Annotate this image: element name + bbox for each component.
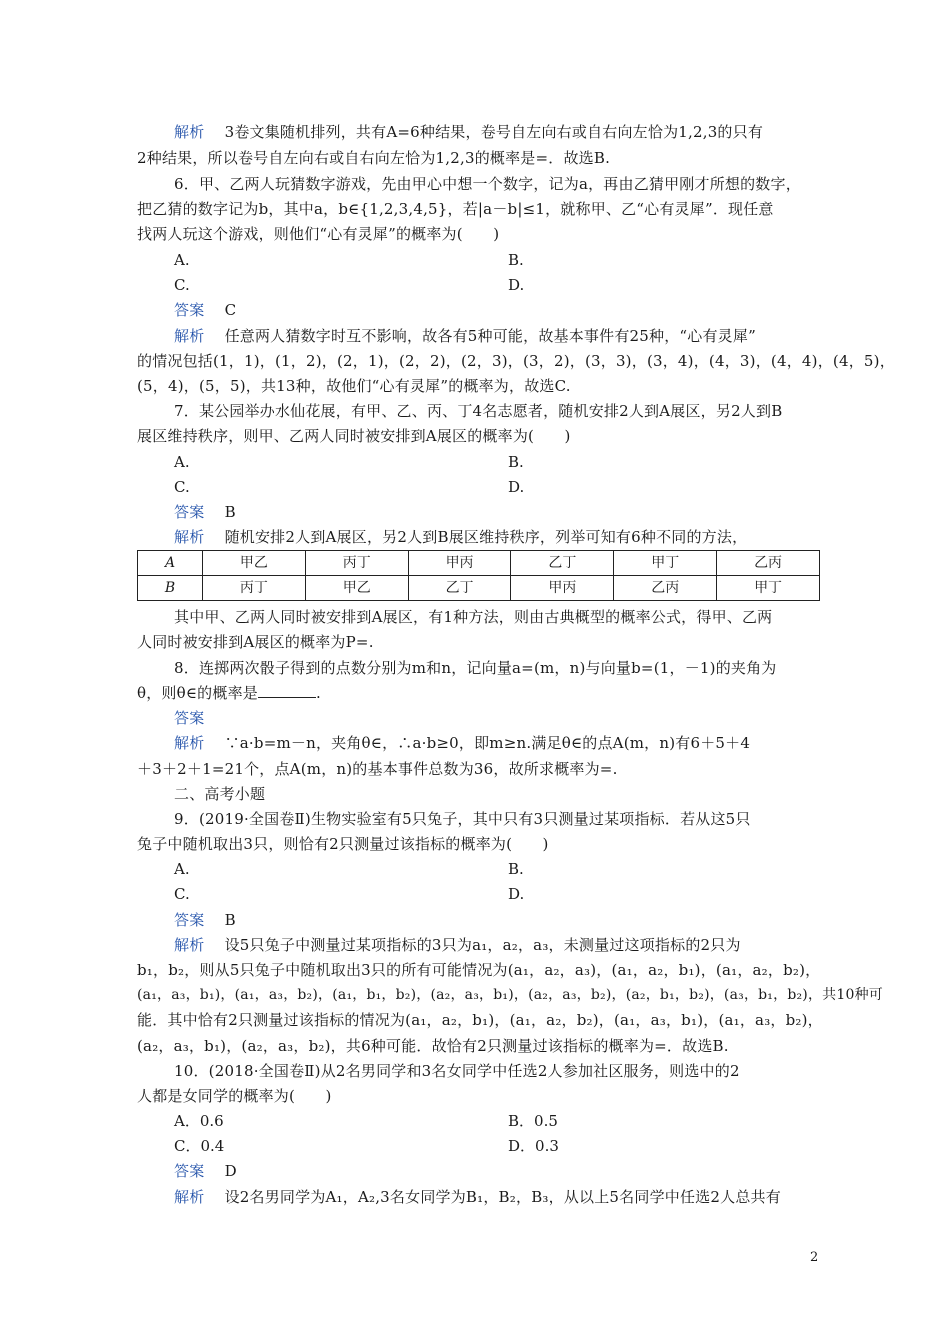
solution-label: 解析 xyxy=(174,528,205,546)
q10-stem-line-2: 人都是女同学的概率为( ) xyxy=(137,1087,332,1105)
answer-label: 答案 xyxy=(174,503,205,521)
solution-text: 随机安排2人到A展区，另2人到B展区维持秩序，列举可知有6种不同的方法， xyxy=(224,528,748,546)
table-row-head: B xyxy=(138,576,203,601)
q7-stem-line-1: 7．某公园举办水仙花展，有甲、乙、丙、丁4名志愿者，随机安排2人到A展区，另2人到B xyxy=(174,402,783,420)
q9-stem-line-1: 9．(2019·全国卷Ⅱ)生物实验室有5只兔子，其中只有3只测量过某项指标．若从这5只 xyxy=(174,810,751,828)
q9-answer xyxy=(174,908,854,933)
q5-solution-line-2: 2种结果，所以卷号自左向右或自右向左恰为1,2,3的概率是=．故选B. xyxy=(137,149,611,167)
table-cell: 乙丁 xyxy=(511,551,614,576)
table-cell: 乙丁 xyxy=(408,576,511,601)
q9-stem-line-2: 兔子中随机取出3只，则恰有2只测量过该指标的概率为( ) xyxy=(137,835,549,853)
q10-option-a: A．0.6 xyxy=(174,1112,224,1130)
table-cell: 甲乙 xyxy=(203,551,306,576)
answer-label: 答案 xyxy=(174,709,205,727)
q6-answer xyxy=(174,298,854,323)
q6-solution-line-1 xyxy=(174,324,854,349)
answer-label: 答案 xyxy=(174,1162,205,1180)
answer-value: B xyxy=(224,911,236,929)
answer-label: 答案 xyxy=(174,301,205,319)
solution-text: 设5只兔子中测量过某项指标的3只为a₁，a₂，a₃，未测量过这项指标的2只为 xyxy=(224,936,741,954)
q7-option-b: B. xyxy=(508,453,524,471)
q7-arrangement-table xyxy=(137,550,820,601)
q7-solution-line-2: 其中甲、乙两人同时被安排到A展区，有1种方法，则由古典概型的概率公式，得甲、乙两 xyxy=(174,608,773,626)
table-cell: 甲乙 xyxy=(305,576,408,601)
q10-option-b: B．0.5 xyxy=(508,1112,558,1130)
table-cell: 乙丙 xyxy=(717,551,820,576)
q7-solution-line-3: 人同时被安排到A展区的概率为P=. xyxy=(137,633,374,651)
section-heading: 二、高考小题 xyxy=(174,785,266,803)
q6-stem-line-2: 把乙猜的数字记为b，其中a，b∈{1,2,3,4,5}，若|a－b|≤1，就称甲、乙“心有灵犀”．现任意 xyxy=(137,200,774,218)
q9-option-c: C. xyxy=(174,885,190,903)
q5-solution-line-1 xyxy=(174,120,854,145)
q10-option-d: D．0.3 xyxy=(508,1137,559,1155)
q7-option-c: C. xyxy=(174,478,190,496)
q9-solution-line-4: 能．其中恰有2只测量过该指标的情况为(a₁，a₂，b₁)，(a₁，a₂，b₂)，(a₁，a₃，b₁)，(a₁，a₃，b₂)， xyxy=(137,1011,823,1029)
q6-stem-line-3: 找两人玩这个游戏，则他们“心有灵犀”的概率为( ) xyxy=(137,225,500,243)
q8-stem-text: θ，则θ∈的概率是 xyxy=(137,684,258,702)
q9-solution-line-2: b₁，b₂，则从5只兔子中随机取出3只的所有可能情况为(a₁，a₂，a₃)，(a₁，a₂，b₁)，(a₁，a₂，b₂)， xyxy=(137,961,821,979)
table-cell: 甲丙 xyxy=(408,551,511,576)
answer-value: D xyxy=(224,1162,237,1180)
table-cell: 甲丙 xyxy=(511,576,614,601)
answer-blank xyxy=(258,683,316,698)
solution-label: 解析 xyxy=(174,123,205,141)
q7-stem-line-2: 展区维持秩序，则甲、乙两人同时被安排到A展区的概率为( ) xyxy=(137,427,571,445)
table-cell: 乙丙 xyxy=(614,576,717,601)
table-cell: 丙丁 xyxy=(203,576,306,601)
solution-text: 3卷文集随机排列，共有A=6种结果，卷号自左向右或自右向左恰为1,2,3的只有 xyxy=(224,123,764,141)
table-row xyxy=(138,576,820,601)
q7-answer xyxy=(174,500,854,525)
q8-solution-line-2: ＋3＋2＋1=21个，点A(m，n)的基本事件总数为36，故所求概率为=. xyxy=(137,760,618,778)
q7-option-a: A. xyxy=(174,453,190,471)
q7-option-d: D. xyxy=(508,478,525,496)
q10-stem-line-1: 10．(2018·全国卷Ⅱ)从2名男同学和3名女同学中任选2人参加社区服务，则选中的2 xyxy=(174,1062,740,1080)
answer-label: 答案 xyxy=(174,911,205,929)
table-row xyxy=(138,551,820,576)
table-cell: 丙丁 xyxy=(305,551,408,576)
answer-value: B xyxy=(224,503,236,521)
q8-answer xyxy=(174,706,854,731)
table-row-head: A xyxy=(138,551,203,576)
q8-stem-line-1: 8．连掷两次骰子得到的点数分别为m和n，记向量a=(m，n)与向量b=(1，－1)的夹角为 xyxy=(174,659,777,677)
q10-answer xyxy=(174,1159,854,1184)
q8-solution-line-1 xyxy=(174,731,854,756)
answer-value: C xyxy=(224,301,237,319)
q6-stem-line-1: 6．甲、乙两人玩猜数字游戏，先由甲心中想一个数字，记为a，再由乙猜甲刚才所想的数字， xyxy=(174,175,801,193)
solution-text: 任意两人猜数字时互不影响，故各有5种可能，故基本事件有25种，“心有灵犀” xyxy=(224,327,756,345)
table-cell: 甲丁 xyxy=(717,576,820,601)
q9-solution-line-3: (a₁，a₃，b₁)，(a₁，a₃，b₂)，(a₁，b₁，b₂)，(a₂，a₃，b₁)，(a₂，a₃，b₂)，(a₂，b₁，b₂)，(a₃，b₁，b₂)，共10种可 xyxy=(137,987,883,1003)
q9-option-d: D. xyxy=(508,885,525,903)
solution-text: 设2名男同学为A₁，A₂,3名女同学为B₁，B₂，B₃，从以上5名同学中任选2人总共有 xyxy=(224,1188,781,1206)
solution-label: 解析 xyxy=(174,734,205,752)
q9-solution-line-5: (a₂，a₃，b₁)，(a₂，a₃，b₂)，共6种可能．故恰有2只测量过该指标的概率为=．故选B. xyxy=(137,1037,729,1055)
q10-option-c: C．0.4 xyxy=(174,1137,225,1155)
q6-solution-line-2: 的情况包括(1，1)，(1，2)，(2，1)，(2，2)，(2，3)，(3，2)，(3，3)，(3，4)，(4，3)，(4，4)，(4，5)， xyxy=(137,352,895,370)
q6-option-a: A. xyxy=(174,251,190,269)
q6-solution-line-3: (5，4)，(5，5)，共13种，故他们“心有灵犀”的概率为，故选C. xyxy=(137,377,571,395)
q6-option-c: C. xyxy=(174,276,190,294)
table-cell: 甲丁 xyxy=(614,551,717,576)
q6-option-d: D. xyxy=(508,276,525,294)
solution-label: 解析 xyxy=(174,1188,205,1206)
q9-option-b: B. xyxy=(508,860,524,878)
q9-option-a: A. xyxy=(174,860,190,878)
q6-option-b: B. xyxy=(508,251,524,269)
solution-label: 解析 xyxy=(174,327,205,345)
q8-stem-line-2 xyxy=(137,681,817,706)
q8-stem-end: . xyxy=(315,684,321,702)
q9-solution-line-1 xyxy=(174,933,854,958)
solution-text: ∵a·b=m－n，夹角θ∈，∴a·b≥0，即m≥n.满足θ∈的点A(m，n)有6＋5＋4 xyxy=(224,734,751,752)
page-number: 2 xyxy=(810,1250,819,1265)
q7-solution-line-1 xyxy=(174,525,854,550)
q10-solution-line-1 xyxy=(174,1185,854,1210)
solution-label: 解析 xyxy=(174,936,205,954)
